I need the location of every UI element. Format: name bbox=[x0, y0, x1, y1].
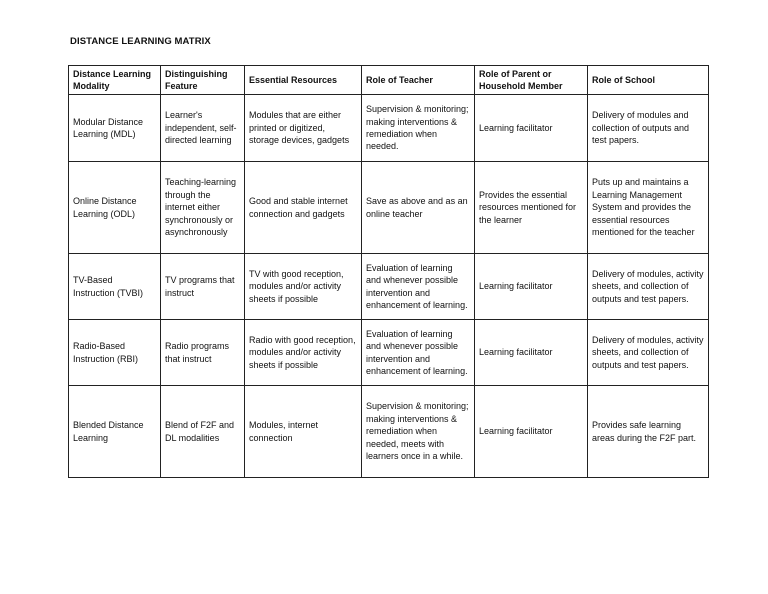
table-row bbox=[69, 95, 709, 162]
cell-role-of-teacher: Supervision & monitoring; making interventions & remediation when needed, meets with learners once in a while. bbox=[362, 386, 475, 478]
header-role-of-teacher: Role of Teacher bbox=[362, 66, 475, 95]
cell-role-of-parent: Learning facilitator bbox=[475, 320, 588, 386]
cell-role-of-school: Provides safe learning areas during the F2F part. bbox=[588, 386, 709, 478]
header-distinguishing-feature: Distinguishing Feature bbox=[161, 66, 245, 95]
cell-modality: Online Distance Learning (ODL) bbox=[69, 162, 161, 254]
header-row bbox=[69, 66, 709, 95]
cell-essential-resources: Modules that are either printed or digitized, storage devices, gadgets bbox=[245, 95, 362, 162]
cell-distinguishing-feature: Radio programs that instruct bbox=[161, 320, 245, 386]
cell-essential-resources: Modules, internet connection bbox=[245, 386, 362, 478]
table-row bbox=[69, 386, 709, 478]
cell-role-of-parent: Provides the essential resources mentioned for the learner bbox=[475, 162, 588, 254]
cell-modality: Modular Distance Learning (MDL) bbox=[69, 95, 161, 162]
table-row bbox=[69, 254, 709, 320]
cell-role-of-teacher: Save as above and as an online teacher bbox=[362, 162, 475, 254]
cell-modality: Blended Distance Learning bbox=[69, 386, 161, 478]
cell-role-of-school: Puts up and maintains a Learning Management System and provides the essential resources mentioned for the teacher bbox=[588, 162, 709, 254]
cell-modality: Radio-Based Instruction (RBI) bbox=[69, 320, 161, 386]
header-essential-resources: Essential Resources bbox=[245, 66, 362, 95]
document-title: DISTANCE LEARNING MATRIX bbox=[70, 36, 211, 47]
cell-essential-resources: Radio with good reception, modules and/or activity sheets if possible bbox=[245, 320, 362, 386]
cell-distinguishing-feature: TV programs that instruct bbox=[161, 254, 245, 320]
header-modality: Distance Learning Modality bbox=[69, 66, 161, 95]
cell-role-of-school: Delivery of modules, activity sheets, and collection of outputs and test papers. bbox=[588, 254, 709, 320]
cell-role-of-school: Delivery of modules and collection of outputs and test papers. bbox=[588, 95, 709, 162]
distance-learning-matrix-table bbox=[68, 65, 709, 478]
cell-role-of-teacher: Evaluation of learning and whenever possible intervention and enhancement of learning. bbox=[362, 320, 475, 386]
cell-essential-resources: Good and stable internet connection and gadgets bbox=[245, 162, 362, 254]
table-row bbox=[69, 320, 709, 386]
cell-distinguishing-feature: Blend of F2F and DL modalities bbox=[161, 386, 245, 478]
cell-role-of-parent: Learning facilitator bbox=[475, 386, 588, 478]
table-row bbox=[69, 162, 709, 254]
cell-role-of-teacher: Evaluation of learning and whenever possible intervention and enhancement of learning. bbox=[362, 254, 475, 320]
cell-role-of-teacher: Supervision & monitoring; making interventions & remediation when needed. bbox=[362, 95, 475, 162]
cell-distinguishing-feature: Teaching-learning through the internet either synchronously or asynchronously bbox=[161, 162, 245, 254]
cell-role-of-parent: Learning facilitator bbox=[475, 95, 588, 162]
cell-essential-resources: TV with good reception, modules and/or activity sheets if possible bbox=[245, 254, 362, 320]
cell-distinguishing-feature: Learner's independent, self-directed learning bbox=[161, 95, 245, 162]
cell-role-of-parent: Learning facilitator bbox=[475, 254, 588, 320]
cell-role-of-school: Delivery of modules, activity sheets, and collection of outputs and test papers. bbox=[588, 320, 709, 386]
header-role-of-parent: Role of Parent or Household Member bbox=[475, 66, 588, 95]
cell-modality: TV-Based Instruction (TVBI) bbox=[69, 254, 161, 320]
header-role-of-school: Role of School bbox=[588, 66, 709, 95]
